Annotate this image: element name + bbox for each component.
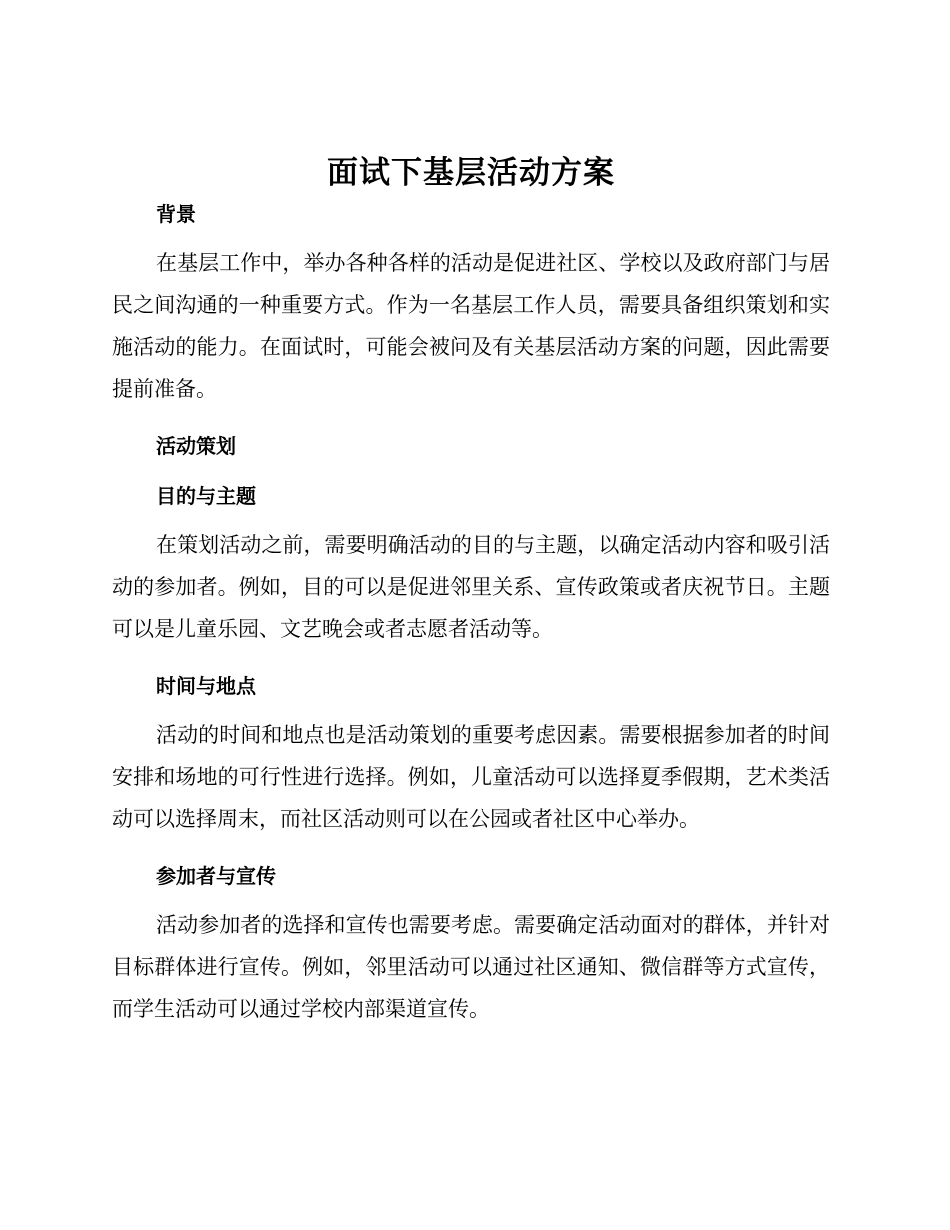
spacer bbox=[112, 460, 830, 482]
spacer bbox=[112, 228, 830, 242]
section-heading-participants-promotion: 参加者与宣传 bbox=[156, 864, 276, 888]
spacer bbox=[112, 840, 830, 862]
section-heading-planning: 活动策划 bbox=[156, 434, 236, 458]
section-paragraph-time-place: 活动的时间和地点也是活动策划的重要考虑因素。需要根据参加者的时间安排和场地的可行性进行选择。例如，儿童活动可以选择夏季假期，艺术类活动可以选择周末，而社区活动则可以在公园或者社区中心举办。 bbox=[112, 723, 830, 831]
section-heading-background: 背景 bbox=[156, 202, 196, 226]
section-paragraph-background: 在基层工作中，举办各种各样的活动是促进社区、学校以及政府部门与居民之间沟通的一种重要方式。作为一名基层工作人员，需要具备组织策划和实施活动的能力。在面试时，可能会被问及有关基层活动方案的问题，因此需要提前准备。 bbox=[112, 251, 830, 401]
spacer bbox=[112, 650, 830, 672]
section-heading-purpose-theme: 目的与主题 bbox=[156, 484, 256, 508]
spacer bbox=[112, 510, 830, 524]
spacer bbox=[112, 700, 830, 714]
document-title: 面试下基层活动方案 bbox=[327, 155, 615, 191]
section-paragraph-purpose-theme: 在策划活动之前，需要明确活动的目的与主题，以确定活动内容和吸引活动的参加者。例如，目的可以是促进邻里关系、宣传政策或者庆祝节日。主题可以是儿童乐园、文艺晚会或者志愿者活动等。 bbox=[112, 533, 830, 641]
section-heading-time-place: 时间与地点 bbox=[156, 674, 256, 698]
spacer bbox=[112, 410, 830, 432]
document-page bbox=[112, 150, 830, 1030]
section-paragraph-participants-promotion: 活动参加者的选择和宣传也需要考虑。需要确定活动面对的群体，并针对目标群体进行宣传。例如，邻里活动可以通过社区通知、微信群等方式宣传，而学生活动可以通过学校内部渠道宣传。 bbox=[112, 913, 830, 1021]
spacer bbox=[112, 890, 830, 904]
